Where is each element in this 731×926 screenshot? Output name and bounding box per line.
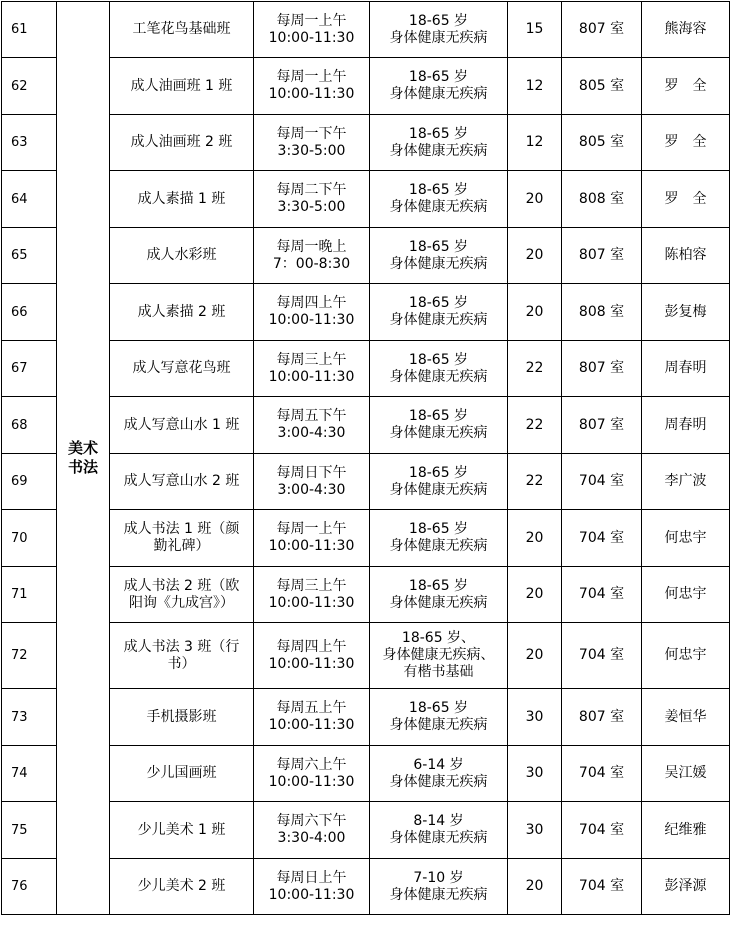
cell-text-line: 每周四上午 — [276, 295, 347, 311]
enrollment-requirement — [370, 171, 508, 228]
cell-text-line: 3:30-5:00 — [277, 199, 346, 215]
table-row — [2, 171, 730, 228]
classroom: 704 室 — [562, 454, 642, 510]
cell-text-line: 每周六上午 — [276, 756, 347, 773]
row-number: 67 — [2, 341, 57, 397]
class-capacity: 30 — [508, 689, 562, 746]
course-name: 成人写意山水 2 班 — [110, 454, 254, 510]
enrollment-requirement — [370, 58, 508, 115]
cell-text-line: 身体健康无疾病 — [389, 255, 488, 272]
cell-text-line: 身体健康无疾病 — [389, 368, 488, 385]
cell-text-line: 勤礼碑） — [153, 538, 210, 554]
row-number: 75 — [2, 802, 57, 859]
enrollment-requirement — [370, 397, 508, 454]
cell-text-line: 身体健康无疾病 — [389, 538, 488, 554]
enrollment-requirement — [370, 510, 508, 567]
class-capacity: 22 — [508, 397, 562, 454]
teacher-name: 姜恒华 — [642, 689, 730, 746]
cell-text-line: 18-65 岁 — [408, 521, 469, 537]
classroom: 704 室 — [562, 802, 642, 859]
cell-text-line: 3:00-4:30 — [277, 425, 346, 441]
cell-text-line: 18-65 岁 — [408, 577, 469, 594]
cell-text-line: 成人书法 1 班（颜 — [123, 521, 240, 537]
teacher-name: 罗 全 — [642, 171, 730, 228]
course-name: 手机摄影班 — [110, 689, 254, 746]
course-name: 成人油画班 1 班 — [110, 58, 254, 115]
enrollment-requirement — [370, 746, 508, 802]
course-name: 少儿美术 2 班 — [110, 859, 254, 915]
cell-text-line: 10:00-11:30 — [268, 773, 355, 790]
cell-text-line: 成人书法 3 班（行 — [123, 638, 240, 655]
class-capacity: 12 — [508, 115, 562, 171]
cell-text-line: 每周二下午 — [276, 182, 347, 198]
cell-text-line: 每周日下午 — [276, 464, 347, 481]
class-capacity: 20 — [508, 567, 562, 623]
class-time — [254, 689, 370, 746]
enrollment-requirement — [370, 623, 508, 689]
teacher-name: 周春明 — [642, 341, 730, 397]
table-row — [2, 623, 730, 689]
cell-text-line: 6-14 岁 — [413, 756, 464, 773]
cell-text-line: 美术 — [67, 439, 98, 457]
cell-text-line: 18-65 岁 — [408, 69, 469, 85]
cell-text-line: 有楷书基础 — [403, 664, 474, 680]
enrollment-requirement — [370, 454, 508, 510]
class-capacity: 20 — [508, 510, 562, 567]
cell-text-line: 身体健康无疾病 — [389, 773, 488, 790]
class-capacity: 30 — [508, 802, 562, 859]
class-time — [254, 567, 370, 623]
cell-text-line: 身体健康无疾病 — [389, 29, 488, 46]
cell-text-line: 书法 — [67, 458, 98, 476]
enrollment-requirement — [370, 284, 508, 341]
table-row — [2, 859, 730, 915]
cell-text-line: 每周一上午 — [276, 69, 347, 85]
cell-text-line: 每周四上午 — [276, 638, 347, 655]
cell-text-line: 18-65 岁 — [408, 351, 469, 368]
class-capacity: 12 — [508, 58, 562, 115]
row-number: 74 — [2, 746, 57, 802]
teacher-name: 周春明 — [642, 397, 730, 454]
cell-text-line: 7：00-8:30 — [272, 255, 351, 272]
course-name: 工笔花鸟基础班 — [110, 2, 254, 58]
course-name: 成人油画班 2 班 — [110, 115, 254, 171]
category-cell — [57, 2, 110, 915]
row-number: 61 — [2, 2, 57, 58]
classroom: 704 室 — [562, 623, 642, 689]
class-capacity: 22 — [508, 341, 562, 397]
table-row — [2, 567, 730, 623]
enrollment-requirement — [370, 228, 508, 284]
class-time — [254, 228, 370, 284]
classroom: 808 室 — [562, 171, 642, 228]
table-row — [2, 2, 730, 58]
cell-text-line: 每周六下午 — [276, 813, 347, 829]
class-time — [254, 341, 370, 397]
cell-text-line: 阳询《九成宫》） — [129, 594, 234, 611]
cell-text-line: 10:00-11:30 — [268, 655, 355, 672]
cell-text-line: 书） — [167, 655, 196, 672]
course-name: 少儿美术 1 班 — [110, 802, 254, 859]
teacher-name: 李广波 — [642, 454, 730, 510]
class-capacity: 20 — [508, 623, 562, 689]
row-number: 66 — [2, 284, 57, 341]
cell-text-line: 身体健康无疾病 — [389, 86, 488, 102]
classroom: 807 室 — [562, 341, 642, 397]
teacher-name: 陈柏容 — [642, 228, 730, 284]
class-capacity: 20 — [508, 859, 562, 915]
cell-text-line: 身体健康无疾病 — [389, 425, 488, 441]
classroom: 704 室 — [562, 746, 642, 802]
teacher-name: 彭泽源 — [642, 859, 730, 915]
cell-text-line: 18-65 岁 — [408, 464, 469, 481]
course-name — [110, 623, 254, 689]
enrollment-requirement — [370, 341, 508, 397]
cell-text-line: 10:00-11:30 — [268, 86, 355, 102]
teacher-name: 熊海容 — [642, 2, 730, 58]
row-number: 64 — [2, 171, 57, 228]
enrollment-requirement — [370, 859, 508, 915]
cell-text-line: 10:00-11:30 — [268, 886, 355, 903]
cell-text-line: 10:00-11:30 — [268, 29, 355, 46]
cell-text-line: 18-65 岁 — [408, 182, 469, 198]
class-capacity: 30 — [508, 746, 562, 802]
cell-text-line: 身体健康无疾病 — [389, 199, 488, 215]
cell-text-line: 每周一晚上 — [276, 238, 347, 255]
cell-text-line: 身体健康无疾病 — [389, 594, 488, 611]
teacher-name: 彭复梅 — [642, 284, 730, 341]
cell-text-line: 身体健康无疾病 — [389, 481, 488, 498]
table-row — [2, 115, 730, 171]
table-row — [2, 228, 730, 284]
row-number: 68 — [2, 397, 57, 454]
class-time — [254, 2, 370, 58]
classroom: 704 室 — [562, 859, 642, 915]
course-table-body — [2, 2, 730, 915]
class-capacity: 20 — [508, 284, 562, 341]
course-name: 成人素描 1 班 — [110, 171, 254, 228]
row-number: 76 — [2, 859, 57, 915]
cell-text-line: 身体健康无疾病、 — [382, 647, 495, 663]
cell-text-line: 18-65 岁 — [408, 700, 469, 716]
cell-text-line: 18-65 岁 — [408, 12, 469, 29]
enrollment-requirement — [370, 115, 508, 171]
course-name: 成人水彩班 — [110, 228, 254, 284]
cell-text-line: 每周五上午 — [276, 700, 347, 716]
course-name: 成人素描 2 班 — [110, 284, 254, 341]
course-name — [110, 510, 254, 567]
cell-text-line: 3:00-4:30 — [277, 481, 346, 498]
class-time — [254, 171, 370, 228]
row-number: 65 — [2, 228, 57, 284]
cell-text-line: 10:00-11:30 — [268, 538, 355, 554]
cell-text-line: 每周一上午 — [276, 521, 347, 537]
table-row — [2, 746, 730, 802]
classroom: 807 室 — [562, 228, 642, 284]
cell-text-line: 10:00-11:30 — [268, 717, 355, 733]
table-row — [2, 510, 730, 567]
cell-text-line: 10:00-11:30 — [268, 594, 355, 611]
cell-text-line: 每周三上午 — [276, 351, 347, 368]
cell-text-line: 3:30-5:00 — [277, 142, 346, 159]
row-number: 73 — [2, 689, 57, 746]
class-time — [254, 115, 370, 171]
enrollment-requirement — [370, 2, 508, 58]
table-row — [2, 689, 730, 746]
cell-text-line: 18-65 岁 — [408, 238, 469, 255]
class-capacity: 20 — [508, 171, 562, 228]
enrollment-requirement — [370, 689, 508, 746]
class-time — [254, 623, 370, 689]
cell-text-line: 10:00-11:30 — [268, 312, 355, 328]
classroom: 807 室 — [562, 397, 642, 454]
row-number: 70 — [2, 510, 57, 567]
classroom: 805 室 — [562, 115, 642, 171]
teacher-name: 何忠宇 — [642, 567, 730, 623]
classroom: 807 室 — [562, 2, 642, 58]
class-time — [254, 510, 370, 567]
cell-text-line: 3:30-4:00 — [277, 830, 346, 846]
class-capacity: 22 — [508, 454, 562, 510]
cell-text-line: 7-10 岁 — [413, 869, 464, 886]
row-number: 69 — [2, 454, 57, 510]
teacher-name: 吴江媛 — [642, 746, 730, 802]
cell-text-line: 身体健康无疾病 — [389, 886, 488, 903]
cell-text-line: 成人书法 2 班（欧 — [123, 577, 240, 594]
teacher-name: 纪维雅 — [642, 802, 730, 859]
cell-text-line: 身体健康无疾病 — [389, 142, 488, 159]
course-table — [1, 1, 730, 915]
teacher-name: 何忠宇 — [642, 510, 730, 567]
enrollment-requirement — [370, 567, 508, 623]
row-number: 62 — [2, 58, 57, 115]
cell-text-line: 每周一下午 — [276, 125, 347, 142]
course-name — [110, 567, 254, 623]
teacher-name: 何忠宇 — [642, 623, 730, 689]
cell-text-line: 10:00-11:30 — [268, 368, 355, 385]
table-row — [2, 58, 730, 115]
cell-text-line: 8-14 岁 — [413, 813, 464, 829]
course-name: 少儿国画班 — [110, 746, 254, 802]
class-time — [254, 58, 370, 115]
cell-text-line: 每周一上午 — [276, 12, 347, 29]
class-time — [254, 284, 370, 341]
class-time — [254, 802, 370, 859]
enrollment-requirement — [370, 802, 508, 859]
classroom: 805 室 — [562, 58, 642, 115]
course-name: 成人写意花鸟班 — [110, 341, 254, 397]
class-time — [254, 746, 370, 802]
cell-text-line: 18-65 岁 — [408, 408, 469, 424]
cell-text-line: 身体健康无疾病 — [389, 312, 488, 328]
class-time — [254, 397, 370, 454]
cell-text-line: 每周日上午 — [276, 869, 347, 886]
cell-text-line: 每周五下午 — [276, 408, 347, 424]
table-row — [2, 397, 730, 454]
cell-text-line: 每周三上午 — [276, 577, 347, 594]
cell-text-line: 身体健康无疾病 — [389, 717, 488, 733]
cell-text-line: 18-65 岁 — [408, 125, 469, 142]
class-time — [254, 859, 370, 915]
classroom: 808 室 — [562, 284, 642, 341]
table-row — [2, 802, 730, 859]
classroom: 704 室 — [562, 567, 642, 623]
teacher-name: 罗 全 — [642, 58, 730, 115]
row-number: 72 — [2, 623, 57, 689]
class-time — [254, 454, 370, 510]
teacher-name: 罗 全 — [642, 115, 730, 171]
classroom: 807 室 — [562, 689, 642, 746]
cell-text-line: 18-65 岁、 — [401, 630, 476, 646]
cell-text-line: 18-65 岁 — [408, 295, 469, 311]
table-row — [2, 454, 730, 510]
table-row — [2, 284, 730, 341]
class-capacity: 15 — [508, 2, 562, 58]
classroom: 704 室 — [562, 510, 642, 567]
course-name: 成人写意山水 1 班 — [110, 397, 254, 454]
class-capacity: 20 — [508, 228, 562, 284]
row-number: 71 — [2, 567, 57, 623]
table-row — [2, 341, 730, 397]
cell-text-line: 身体健康无疾病 — [389, 830, 488, 846]
row-number: 63 — [2, 115, 57, 171]
